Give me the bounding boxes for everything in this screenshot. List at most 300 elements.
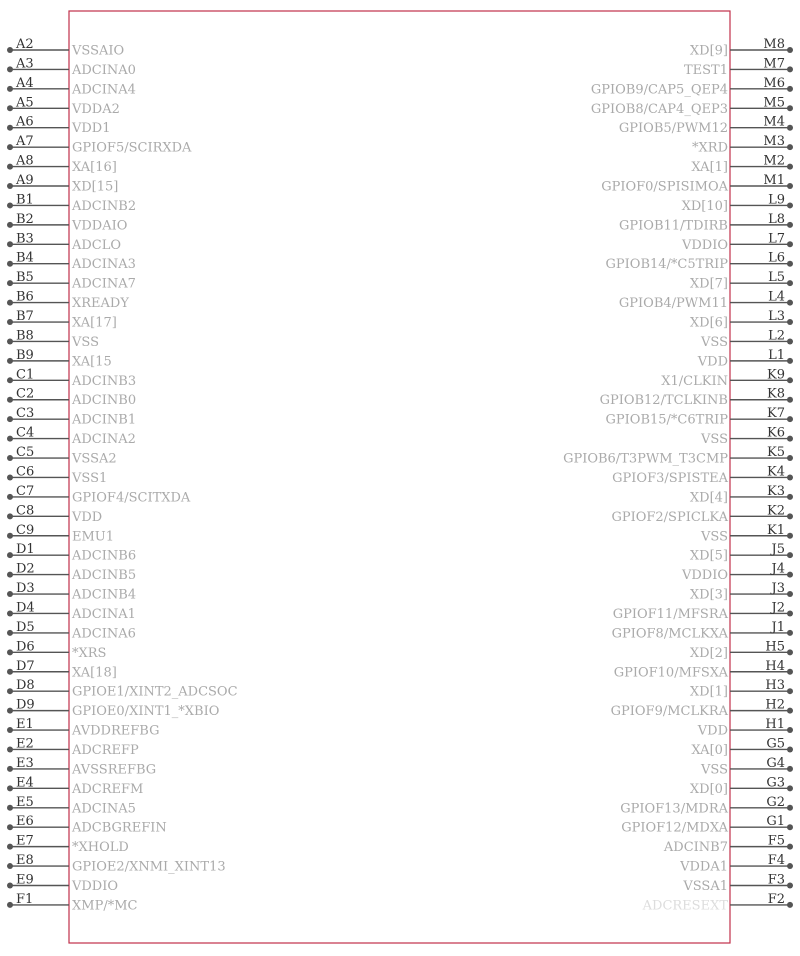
- pin-end-dot: [7, 902, 13, 908]
- right-pin-j4: [681, 562, 793, 584]
- pin-end-dot: [7, 882, 13, 888]
- pin-number: A8: [16, 153, 34, 169]
- pin-end-dot: [7, 630, 13, 636]
- pin-end-dot: [7, 766, 13, 772]
- right-pin-f4: [679, 853, 793, 875]
- left-pin-b3: [7, 231, 121, 253]
- pin-number: H4: [765, 658, 785, 674]
- pin-number: D2: [16, 561, 35, 577]
- pin-end-dot: [787, 902, 793, 908]
- pin-end-dot: [787, 241, 793, 247]
- left-pin-a7: [7, 134, 192, 156]
- pin-number: L6: [768, 250, 785, 266]
- left-pin-d7: [7, 659, 117, 681]
- pin-number: F1: [16, 891, 34, 907]
- left-pin-group: [7, 37, 238, 913]
- pin-name: XREADY: [72, 296, 129, 312]
- pin-name: VSSAIO: [72, 43, 125, 59]
- left-pin-c3: [7, 406, 136, 428]
- pin-name: ADCINA5: [72, 801, 136, 817]
- pin-name: ADCRESEXT: [642, 898, 728, 914]
- pin-number: D6: [16, 639, 35, 655]
- pin-number: K9: [767, 367, 785, 383]
- pin-end-dot: [7, 105, 13, 111]
- pin-name: XD[7]: [689, 276, 728, 292]
- pin-name: ADCINB1: [72, 412, 137, 428]
- pin-number: K4: [767, 464, 785, 480]
- pin-end-dot: [787, 805, 793, 811]
- pin-number: M8: [763, 37, 785, 52]
- pin-name: VDDA1: [680, 859, 728, 875]
- pin-end-dot: [7, 222, 13, 228]
- pin-end-dot: [787, 202, 793, 208]
- pin-end-dot: [7, 66, 13, 72]
- pin-end-dot: [7, 319, 13, 325]
- pin-name: XA[0]: [691, 742, 728, 758]
- pin-name: GPIOF12/MDXA: [621, 820, 728, 836]
- left-pin-b6: [7, 290, 129, 312]
- pin-number: F5: [767, 833, 785, 849]
- pin-name: X1/CLKIN: [661, 373, 728, 389]
- pin-name: ADCINA4: [72, 82, 136, 98]
- pin-name: XD[3]: [689, 587, 728, 603]
- pin-name: VDD: [697, 723, 728, 739]
- pin-end-dot: [7, 300, 13, 306]
- pin-number: E6: [16, 814, 34, 830]
- pin-number: B5: [16, 270, 34, 286]
- pin-name: GPIOF3/SPISTEA: [612, 470, 728, 486]
- pin-name: XA[16]: [72, 160, 117, 176]
- pin-number: M6: [763, 75, 785, 91]
- pin-end-dot: [787, 630, 793, 636]
- left-pin-c8: [7, 503, 102, 525]
- pin-end-dot: [7, 513, 13, 519]
- left-pin-e8: [7, 853, 226, 875]
- pin-name: XD[5]: [689, 548, 728, 564]
- pin-number: B2: [16, 211, 34, 227]
- pin-number: M7: [763, 56, 785, 72]
- pin-end-dot: [787, 552, 793, 558]
- left-pin-f1: [7, 892, 138, 914]
- right-pin-h5: [690, 639, 793, 661]
- pin-name: GPIOB4/PWM11: [618, 296, 728, 312]
- pin-end-dot: [787, 669, 793, 675]
- pin-end-dot: [787, 164, 793, 170]
- right-pin-m8: [690, 37, 793, 59]
- pin-end-dot: [7, 746, 13, 752]
- pin-name: GPIOF9/MCLKRA: [610, 704, 728, 720]
- right-pin-j2: [613, 600, 793, 622]
- pin-number: B1: [16, 192, 34, 208]
- pin-name: XD[1]: [689, 684, 728, 700]
- pin-name: GPIOB5/PWM12: [618, 121, 728, 137]
- left-pin-e4: [7, 775, 143, 797]
- pin-end-dot: [787, 338, 793, 344]
- left-pin-b1: [7, 192, 136, 214]
- pin-name: XA[15: [72, 354, 112, 370]
- right-pin-k7: [606, 406, 793, 428]
- right-pin-g3: [690, 775, 793, 797]
- right-pin-l3: [690, 309, 793, 331]
- pin-name: VDD: [697, 354, 728, 370]
- pin-end-dot: [7, 397, 13, 403]
- pin-end-dot: [787, 766, 793, 772]
- pin-number: E7: [16, 833, 34, 849]
- pin-number: B8: [16, 328, 34, 344]
- pin-end-dot: [787, 319, 793, 325]
- pin-name: *XHOLD: [72, 840, 129, 856]
- pin-number: L2: [768, 328, 785, 344]
- pin-end-dot: [787, 66, 793, 72]
- pin-end-dot: [7, 125, 13, 131]
- pin-name: GPIOB11/TDIRB: [619, 218, 728, 234]
- pin-number: E2: [16, 736, 34, 752]
- pin-end-dot: [787, 358, 793, 364]
- pin-number: H2: [765, 697, 785, 713]
- right-pin-k9: [661, 367, 793, 389]
- pin-name: GPIOF13/MDRA: [620, 801, 728, 817]
- pin-name: ADCLO: [72, 237, 122, 253]
- pin-name: XD[9]: [689, 43, 728, 59]
- pin-name: VSSA1: [683, 878, 728, 894]
- pin-name: GPIOB12/TCLKINB: [599, 393, 728, 409]
- pin-name: XA[1]: [691, 160, 728, 176]
- pin-name: VDDA2: [72, 101, 120, 117]
- left-pin-c6: [7, 464, 107, 486]
- pin-name: GPIOB6/T3PWM_T3CMP: [563, 451, 728, 467]
- pin-end-dot: [7, 669, 13, 675]
- pin-number: K1: [767, 522, 785, 538]
- pin-name: XD[4]: [689, 490, 728, 506]
- left-pin-b5: [7, 270, 136, 292]
- right-pin-m5: [591, 95, 793, 117]
- pin-name: XD[2]: [689, 645, 728, 661]
- pin-number: D1: [16, 542, 35, 558]
- pin-end-dot: [787, 280, 793, 286]
- pin-number: C5: [16, 445, 35, 461]
- right-pin-j1: [612, 620, 793, 642]
- pin-number: G3: [766, 775, 785, 791]
- pin-name: GPIOB14/*C5TRIP: [605, 257, 728, 273]
- pin-end-dot: [787, 727, 793, 733]
- right-pin-g1: [621, 814, 793, 836]
- pin-end-dot: [787, 863, 793, 869]
- pin-end-dot: [7, 824, 13, 830]
- pin-name: GPIOF11/MFSRA: [612, 606, 728, 622]
- pin-number: B4: [16, 250, 34, 266]
- pin-number: D5: [16, 619, 35, 635]
- pin-number: M4: [763, 114, 785, 130]
- pin-number: E9: [16, 872, 34, 888]
- pin-number: J4: [771, 561, 785, 577]
- pin-number: A2: [16, 37, 34, 52]
- pin-end-dot: [7, 863, 13, 869]
- pin-number: K8: [767, 386, 785, 402]
- pin-number: D4: [16, 600, 35, 616]
- pin-name: VSS: [701, 762, 728, 778]
- pin-number: A5: [16, 95, 34, 111]
- pin-number: G5: [766, 736, 785, 752]
- pin-end-dot: [7, 572, 13, 578]
- pin-name: VDD: [72, 509, 103, 525]
- pin-end-dot: [7, 436, 13, 442]
- pin-number: J5: [771, 542, 785, 558]
- pin-end-dot: [787, 436, 793, 442]
- pin-name: TEST1: [683, 62, 728, 78]
- left-pin-c7: [7, 484, 191, 506]
- pin-number: L3: [768, 309, 785, 325]
- pin-number: L8: [768, 211, 785, 227]
- pin-end-dot: [7, 552, 13, 558]
- pin-name: ADCINB4: [72, 587, 137, 603]
- pin-number: J1: [771, 619, 785, 635]
- pin-name: VSS: [701, 432, 728, 448]
- left-pin-c2: [7, 387, 136, 409]
- pin-number: B6: [16, 289, 34, 305]
- right-pin-k4: [612, 464, 793, 486]
- pin-name: ADCINA6: [72, 626, 136, 642]
- pin-end-dot: [787, 610, 793, 616]
- left-pin-d3: [7, 581, 136, 603]
- pin-name: ADCINB5: [72, 568, 137, 584]
- right-pin-k6: [700, 426, 793, 448]
- pin-end-dot: [7, 591, 13, 597]
- left-pin-e2: [7, 736, 139, 758]
- pin-name: *XRS: [72, 645, 107, 661]
- pin-end-dot: [787, 591, 793, 597]
- right-pin-l4: [619, 290, 793, 312]
- pin-end-dot: [7, 261, 13, 267]
- pin-end-dot: [787, 144, 793, 150]
- left-pin-b9: [7, 348, 112, 370]
- pin-number: L1: [768, 347, 785, 363]
- pin-end-dot: [787, 261, 793, 267]
- pin-number: K3: [767, 483, 785, 499]
- right-pin-l6: [606, 251, 793, 273]
- pin-name: GPIOF8/MCLKXA: [611, 626, 728, 642]
- pin-number: C2: [16, 386, 35, 402]
- pin-number: C4: [16, 425, 35, 441]
- pin-end-dot: [7, 455, 13, 461]
- pin-number: K6: [767, 425, 785, 441]
- pin-name: ADCINB2: [72, 198, 137, 214]
- pin-number: C3: [16, 406, 35, 422]
- pin-end-dot: [787, 844, 793, 850]
- left-pin-d4: [7, 600, 136, 622]
- pin-number: D8: [16, 678, 35, 694]
- pin-number: E3: [16, 755, 34, 771]
- pin-end-dot: [7, 202, 13, 208]
- pin-number: E1: [16, 717, 34, 733]
- pin-end-dot: [7, 86, 13, 92]
- right-pin-h2: [611, 698, 793, 720]
- pin-name: ADCREFP: [72, 742, 139, 758]
- left-pin-e7: [7, 834, 129, 856]
- pin-name: AVDDREFBG: [72, 723, 160, 739]
- left-pin-a9: [7, 173, 118, 195]
- pin-end-dot: [787, 377, 793, 383]
- pin-end-dot: [787, 688, 793, 694]
- pin-number: K7: [767, 406, 785, 422]
- pin-name: XA[18]: [72, 665, 117, 681]
- pin-end-dot: [787, 300, 793, 306]
- pin-name: VDD1: [72, 121, 111, 137]
- left-pin-c4: [7, 426, 136, 448]
- right-pin-k8: [600, 387, 793, 409]
- pin-number: D3: [16, 581, 35, 597]
- left-pin-e5: [7, 795, 136, 817]
- pin-number: H1: [765, 717, 785, 733]
- pin-end-dot: [7, 494, 13, 500]
- pin-number: C9: [16, 522, 35, 538]
- pin-number: K2: [767, 503, 785, 519]
- pin-end-dot: [7, 377, 13, 383]
- pin-number: A3: [16, 56, 34, 72]
- pin-number: B3: [16, 231, 34, 247]
- pin-name: GPIOF10/MFSXA: [613, 665, 728, 681]
- pin-end-dot: [787, 105, 793, 111]
- pin-number: G4: [766, 755, 785, 771]
- pin-end-dot: [787, 125, 793, 131]
- pin-end-dot: [7, 164, 13, 170]
- pin-number: C8: [16, 503, 35, 519]
- pin-end-dot: [7, 688, 13, 694]
- pin-end-dot: [787, 882, 793, 888]
- pin-name: VSS1: [72, 470, 108, 486]
- pin-end-dot: [787, 47, 793, 53]
- pin-name: ADCINA0: [72, 62, 136, 78]
- pin-name: ADCINA1: [72, 606, 136, 622]
- right-pin-m1: [601, 173, 793, 195]
- pin-end-dot: [787, 86, 793, 92]
- right-pin-l2: [700, 328, 793, 350]
- right-pin-l9: [682, 192, 793, 214]
- pin-end-dot: [787, 708, 793, 714]
- pin-name: VDDIO: [681, 568, 728, 584]
- right-pin-j5: [690, 542, 793, 564]
- pin-number: H3: [765, 678, 785, 694]
- pin-name: ADCINA3: [72, 257, 136, 273]
- right-pin-m3: [692, 134, 793, 156]
- right-pin-l5: [690, 270, 793, 292]
- pin-name: ADCINB7: [663, 840, 728, 856]
- pin-name: GPIOF4/SCITXDA: [72, 490, 191, 506]
- pin-end-dot: [7, 708, 13, 714]
- right-pin-h1: [697, 717, 793, 739]
- pin-end-dot: [7, 358, 13, 364]
- pin-end-dot: [787, 494, 793, 500]
- pin-number: A9: [16, 173, 34, 189]
- pin-number: E8: [16, 853, 34, 869]
- pin-number: C6: [16, 464, 35, 480]
- pin-name: AVSSREFBG: [72, 762, 157, 778]
- left-pin-b2: [7, 212, 127, 234]
- left-pin-a6: [7, 115, 111, 137]
- left-pin-d2: [7, 562, 136, 584]
- right-pin-l1: [697, 348, 793, 370]
- pin-number: F2: [767, 891, 785, 907]
- pin-end-dot: [7, 183, 13, 189]
- pin-name: GPIOF2/SPICLKA: [611, 509, 728, 525]
- right-pin-f5: [663, 834, 793, 856]
- right-pin-f2: [642, 892, 793, 914]
- pin-end-dot: [7, 533, 13, 539]
- pin-end-dot: [7, 785, 13, 791]
- pin-number: E4: [16, 775, 34, 791]
- pin-name: *XRD: [692, 140, 728, 156]
- right-pin-k5: [563, 445, 793, 467]
- left-pin-a4: [7, 76, 136, 98]
- left-pin-b8: [7, 328, 99, 350]
- pin-number: A6: [16, 114, 34, 130]
- pin-number: G1: [766, 814, 785, 830]
- pin-end-dot: [787, 649, 793, 655]
- pin-name: XMP/*MC: [72, 898, 138, 914]
- pin-number: L7: [768, 231, 785, 247]
- left-pin-c1: [7, 367, 136, 389]
- left-pin-e9: [7, 872, 118, 894]
- pin-end-dot: [787, 572, 793, 578]
- pin-number: M2: [763, 153, 785, 169]
- pin-end-dot: [787, 183, 793, 189]
- right-pin-m4: [619, 115, 793, 137]
- left-pin-c5: [7, 445, 117, 467]
- pin-name: GPIOB9/CAP5_QEP4: [590, 82, 728, 98]
- pin-end-dot: [7, 474, 13, 480]
- pin-name: GPIOB15/*C6TRIP: [605, 412, 728, 428]
- pin-end-dot: [7, 47, 13, 53]
- pin-name: XD[0]: [689, 781, 728, 797]
- pin-name: GPIOF5/SCIRXDA: [72, 140, 192, 156]
- right-pin-g5: [691, 736, 793, 758]
- pin-end-dot: [787, 455, 793, 461]
- left-pin-d8: [7, 678, 238, 700]
- pin-end-dot: [7, 338, 13, 344]
- pin-name: EMU1: [72, 529, 115, 545]
- pin-name: ADCBGREFIN: [72, 820, 167, 836]
- pin-end-dot: [7, 844, 13, 850]
- pin-name: VDDAIO: [72, 218, 128, 234]
- pin-end-dot: [787, 416, 793, 422]
- pin-number: J3: [771, 581, 785, 597]
- right-pin-k1: [700, 523, 793, 545]
- pin-name: VSS: [701, 334, 728, 350]
- right-pin-f3: [682, 872, 793, 894]
- right-pin-l8: [619, 212, 793, 234]
- pin-end-dot: [7, 280, 13, 286]
- pin-name: GPIOB8/CAP4_QEP3: [590, 101, 728, 117]
- pin-number: F3: [767, 872, 785, 888]
- pin-end-dot: [7, 649, 13, 655]
- pin-name: GPIOE1/XINT2_ADCSOC: [72, 684, 238, 700]
- pin-number: A7: [16, 134, 34, 150]
- pin-number: E5: [16, 794, 34, 810]
- pin-number: M5: [763, 95, 785, 111]
- pin-end-dot: [7, 610, 13, 616]
- pin-end-dot: [7, 727, 13, 733]
- right-pin-l7: [681, 231, 793, 253]
- pin-name: VSS: [72, 334, 99, 350]
- pin-number: L5: [768, 270, 785, 286]
- pin-number: A4: [16, 75, 34, 91]
- pin-end-dot: [7, 805, 13, 811]
- pin-number: C1: [16, 367, 35, 383]
- right-pin-k3: [690, 484, 793, 506]
- right-pin-k2: [611, 503, 793, 525]
- left-pin-a5: [7, 95, 120, 117]
- pin-name: ADCINB0: [72, 393, 137, 409]
- pin-number: D7: [16, 658, 35, 674]
